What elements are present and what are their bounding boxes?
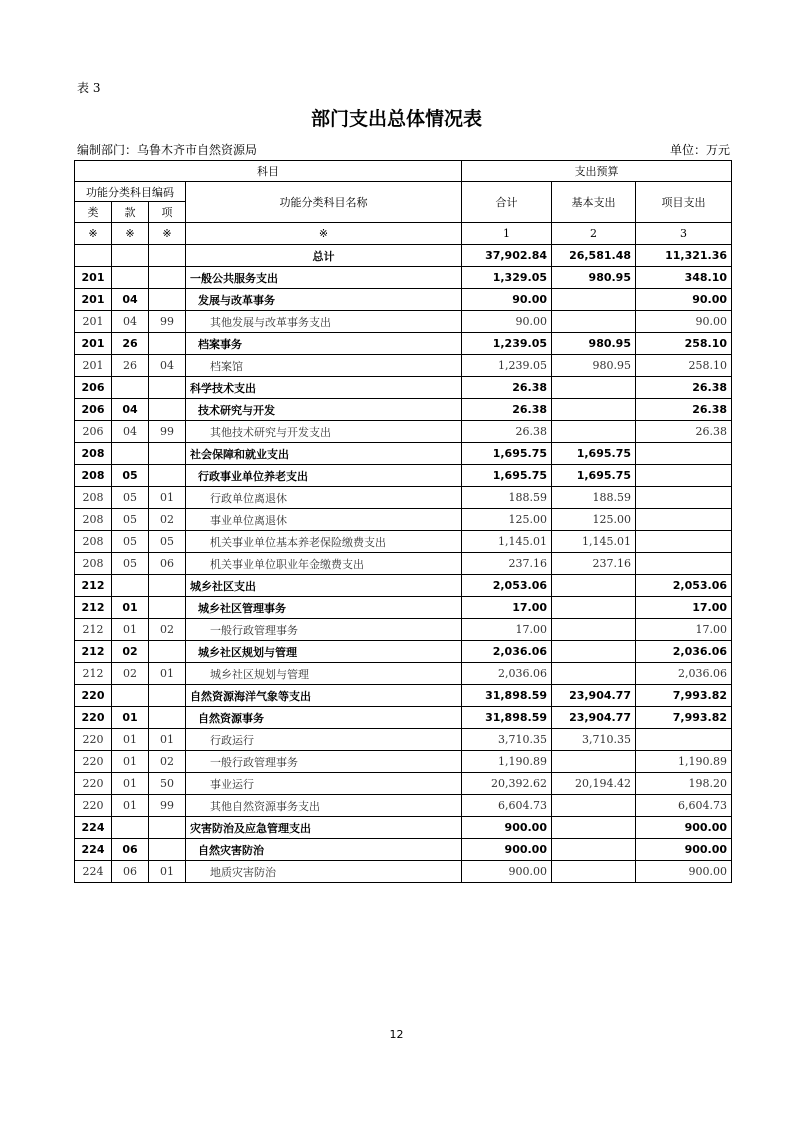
code-xiang: 01 (149, 861, 186, 883)
code-lei: 201 (75, 267, 112, 289)
code-kuan: 01 (112, 773, 149, 795)
total-row (75, 245, 732, 267)
header-lei: 类 (75, 202, 112, 223)
amount-basic: 1,145.01 (552, 531, 636, 553)
code-xiang: 02 (149, 751, 186, 773)
subject-name: 自然资源海洋气象等支出 (186, 685, 462, 707)
table-row (75, 839, 732, 861)
table-row (75, 817, 732, 839)
amount-total: 188.59 (462, 487, 552, 509)
amount-basic: 237.16 (552, 553, 636, 575)
total-sum: 37,902.84 (462, 245, 552, 267)
code-xiang: 01 (149, 487, 186, 509)
amount-project: 900.00 (636, 839, 732, 861)
amount-project: 1,190.89 (636, 751, 732, 773)
amount-basic: 23,904.77 (552, 685, 636, 707)
amount-project (636, 509, 732, 531)
amount-total: 26.38 (462, 421, 552, 443)
amount-basic (552, 795, 636, 817)
code-xiang (149, 289, 186, 311)
header-row-marks (75, 223, 732, 245)
code-kuan: 06 (112, 861, 149, 883)
header-kuan: 款 (112, 202, 149, 223)
amount-basic (552, 663, 636, 685)
header-budget: 支出预算 (462, 161, 732, 182)
code-xiang: 02 (149, 619, 186, 641)
amount-basic (552, 839, 636, 861)
amount-basic (552, 575, 636, 597)
code-lei: 224 (75, 839, 112, 861)
amount-project: 348.10 (636, 267, 732, 289)
code-xiang (149, 333, 186, 355)
code-kuan (112, 817, 149, 839)
amount-total: 1,239.05 (462, 355, 552, 377)
code-kuan: 05 (112, 531, 149, 553)
subject-name: 档案馆 (186, 355, 462, 377)
table-row (75, 685, 732, 707)
code-kuan: 04 (112, 311, 149, 333)
table-row (75, 465, 732, 487)
code-lei: 201 (75, 289, 112, 311)
amount-basic: 980.95 (552, 355, 636, 377)
amount-basic: 20,194.42 (552, 773, 636, 795)
table-row (75, 267, 732, 289)
header-code-group: 功能分类科目编码 (75, 182, 186, 202)
subject-name: 城乡社区规划与管理 (186, 641, 462, 663)
code-xiang (149, 443, 186, 465)
subject-name: 档案事务 (186, 333, 462, 355)
subject-name: 地质灾害防治 (186, 861, 462, 883)
code-xiang (149, 817, 186, 839)
amount-project (636, 487, 732, 509)
code-kuan: 05 (112, 553, 149, 575)
code-lei: 208 (75, 509, 112, 531)
code-kuan: 01 (112, 597, 149, 619)
subject-name: 机关事业单位基本养老保险缴费支出 (186, 531, 462, 553)
code-kuan (112, 575, 149, 597)
code-kuan: 06 (112, 839, 149, 861)
amount-project: 2,053.06 (636, 575, 732, 597)
table-row (75, 509, 732, 531)
amount-basic: 125.00 (552, 509, 636, 531)
amount-total: 900.00 (462, 817, 552, 839)
code-kuan: 26 (112, 355, 149, 377)
total-kuan (112, 245, 149, 267)
code-kuan: 05 (112, 465, 149, 487)
code-lei: 208 (75, 553, 112, 575)
code-kuan: 05 (112, 509, 149, 531)
amount-project: 26.38 (636, 377, 732, 399)
header-row-top (75, 161, 732, 182)
table-row (75, 487, 732, 509)
total-label: 总计 (186, 245, 462, 267)
code-lei: 212 (75, 575, 112, 597)
subject-name: 行政运行 (186, 729, 462, 751)
table-row (75, 641, 732, 663)
header-xiang: 项 (149, 202, 186, 223)
total-project: 11,321.36 (636, 245, 732, 267)
table-row (75, 553, 732, 575)
subject-name: 行政事业单位养老支出 (186, 465, 462, 487)
table-row (75, 597, 732, 619)
mark-name: ※ (186, 223, 462, 245)
subject-name: 社会保障和就业支出 (186, 443, 462, 465)
amount-total: 2,036.06 (462, 641, 552, 663)
amount-project: 90.00 (636, 311, 732, 333)
code-lei: 208 (75, 487, 112, 509)
code-xiang (149, 707, 186, 729)
amount-total: 17.00 (462, 597, 552, 619)
total-lei (75, 245, 112, 267)
code-xiang (149, 597, 186, 619)
code-xiang: 50 (149, 773, 186, 795)
table-row (75, 531, 732, 553)
amount-total: 26.38 (462, 399, 552, 421)
code-xiang: 99 (149, 421, 186, 443)
amount-total: 6,604.73 (462, 795, 552, 817)
code-lei: 201 (75, 333, 112, 355)
code-lei: 208 (75, 443, 112, 465)
amount-project: 900.00 (636, 861, 732, 883)
code-kuan: 01 (112, 729, 149, 751)
code-kuan: 02 (112, 641, 149, 663)
code-xiang (149, 465, 186, 487)
code-xiang (149, 377, 186, 399)
code-xiang: 01 (149, 729, 186, 751)
amount-total: 2,053.06 (462, 575, 552, 597)
mark-lei: ※ (75, 223, 112, 245)
amount-total: 1,145.01 (462, 531, 552, 553)
amount-total: 90.00 (462, 311, 552, 333)
amount-project: 258.10 (636, 355, 732, 377)
amount-total: 1,695.75 (462, 443, 552, 465)
total-basic: 26,581.48 (552, 245, 636, 267)
header-subject: 科目 (75, 161, 462, 182)
code-lei: 220 (75, 729, 112, 751)
amount-project: 7,993.82 (636, 707, 732, 729)
table-row (75, 355, 732, 377)
code-lei: 206 (75, 421, 112, 443)
amount-basic (552, 641, 636, 663)
amount-project: 26.38 (636, 421, 732, 443)
amount-total: 26.38 (462, 377, 552, 399)
code-kuan: 04 (112, 421, 149, 443)
amount-project: 258.10 (636, 333, 732, 355)
amount-basic: 3,710.35 (552, 729, 636, 751)
code-lei: 208 (75, 531, 112, 553)
code-kuan (112, 685, 149, 707)
subject-name: 城乡社区支出 (186, 575, 462, 597)
code-lei: 212 (75, 619, 112, 641)
amount-basic (552, 597, 636, 619)
code-xiang (149, 839, 186, 861)
page-number: 12 (389, 1028, 404, 1041)
table-row (75, 729, 732, 751)
amount-total: 1,190.89 (462, 751, 552, 773)
code-lei: 220 (75, 773, 112, 795)
code-lei: 208 (75, 465, 112, 487)
code-lei: 224 (75, 861, 112, 883)
subject-name: 发展与改革事务 (186, 289, 462, 311)
code-kuan: 05 (112, 487, 149, 509)
amount-project: 7,993.82 (636, 685, 732, 707)
code-lei: 212 (75, 641, 112, 663)
code-kuan: 04 (112, 399, 149, 421)
code-kuan (112, 267, 149, 289)
code-kuan: 01 (112, 619, 149, 641)
col-number-2: 2 (552, 223, 636, 245)
code-lei: 224 (75, 817, 112, 839)
code-xiang (149, 641, 186, 663)
mark-kuan: ※ (112, 223, 149, 245)
amount-total: 3,710.35 (462, 729, 552, 751)
code-lei: 201 (75, 355, 112, 377)
subject-name: 事业运行 (186, 773, 462, 795)
table-row (75, 311, 732, 333)
code-xiang: 99 (149, 311, 186, 333)
amount-total: 2,036.06 (462, 663, 552, 685)
table-row (75, 663, 732, 685)
amount-project: 17.00 (636, 597, 732, 619)
code-xiang (149, 267, 186, 289)
code-lei: 220 (75, 707, 112, 729)
code-kuan: 01 (112, 707, 149, 729)
code-lei: 212 (75, 597, 112, 619)
amount-total: 90.00 (462, 289, 552, 311)
header-row-code (75, 182, 732, 202)
code-xiang: 04 (149, 355, 186, 377)
amount-total: 20,392.62 (462, 773, 552, 795)
amount-basic: 980.95 (552, 333, 636, 355)
header-total: 合计 (462, 182, 552, 223)
subject-name: 灾害防治及应急管理支出 (186, 817, 462, 839)
table-row (75, 575, 732, 597)
code-xiang (149, 575, 186, 597)
amount-total: 17.00 (462, 619, 552, 641)
code-lei: 206 (75, 377, 112, 399)
code-kuan: 01 (112, 751, 149, 773)
amount-basic (552, 311, 636, 333)
code-lei: 220 (75, 685, 112, 707)
subject-name: 一般行政管理事务 (186, 751, 462, 773)
amount-basic: 1,695.75 (552, 465, 636, 487)
expenditure-table (74, 160, 732, 883)
code-kuan: 04 (112, 289, 149, 311)
amount-project: 2,036.06 (636, 663, 732, 685)
amount-project (636, 729, 732, 751)
code-lei: 220 (75, 751, 112, 773)
table-row (75, 377, 732, 399)
subject-name: 其他发展与改革事务支出 (186, 311, 462, 333)
amount-project: 17.00 (636, 619, 732, 641)
header-name: 功能分类科目名称 (186, 182, 462, 223)
subject-name: 一般公共服务支出 (186, 267, 462, 289)
amount-basic (552, 377, 636, 399)
amount-total: 237.16 (462, 553, 552, 575)
amount-total: 1,695.75 (462, 465, 552, 487)
code-xiang (149, 685, 186, 707)
subject-name: 事业单位离退休 (186, 509, 462, 531)
amount-total: 1,329.05 (462, 267, 552, 289)
subject-name: 技术研究与开发 (186, 399, 462, 421)
code-xiang: 06 (149, 553, 186, 575)
table-row (75, 795, 732, 817)
subject-name: 其他自然资源事务支出 (186, 795, 462, 817)
amount-basic (552, 421, 636, 443)
code-xiang: 01 (149, 663, 186, 685)
table-row (75, 333, 732, 355)
amount-project (636, 465, 732, 487)
code-kuan: 02 (112, 663, 149, 685)
amount-basic (552, 289, 636, 311)
amount-project: 900.00 (636, 817, 732, 839)
table-label: 表 3 (77, 81, 101, 95)
amount-project: 26.38 (636, 399, 732, 421)
table-row (75, 619, 732, 641)
code-kuan: 01 (112, 795, 149, 817)
table-row (75, 399, 732, 421)
amount-total: 31,898.59 (462, 685, 552, 707)
table-row (75, 443, 732, 465)
code-kuan (112, 377, 149, 399)
col-number-1: 1 (462, 223, 552, 245)
table-row (75, 773, 732, 795)
table-row (75, 751, 732, 773)
code-lei: 220 (75, 795, 112, 817)
amount-total: 125.00 (462, 509, 552, 531)
table-row (75, 861, 732, 883)
amount-project (636, 531, 732, 553)
header-project: 项目支出 (636, 182, 732, 223)
table-row (75, 289, 732, 311)
amount-project: 2,036.06 (636, 641, 732, 663)
amount-total: 31,898.59 (462, 707, 552, 729)
amount-basic: 980.95 (552, 267, 636, 289)
department-label: 编制部门：乌鲁木齐市自然资源局 (77, 143, 258, 157)
amount-basic (552, 399, 636, 421)
amount-basic: 23,904.77 (552, 707, 636, 729)
mark-xiang: ※ (149, 223, 186, 245)
amount-total: 900.00 (462, 861, 552, 883)
code-xiang: 02 (149, 509, 186, 531)
code-lei: 206 (75, 399, 112, 421)
amount-basic (552, 619, 636, 641)
amount-project: 6,604.73 (636, 795, 732, 817)
subject-name: 行政单位离退休 (186, 487, 462, 509)
code-kuan (112, 443, 149, 465)
subject-name: 自然资源事务 (186, 707, 462, 729)
subject-name: 其他技术研究与开发支出 (186, 421, 462, 443)
code-lei: 201 (75, 311, 112, 333)
subject-name: 城乡社区管理事务 (186, 597, 462, 619)
subject-name: 科学技术支出 (186, 377, 462, 399)
code-kuan: 26 (112, 333, 149, 355)
table-body (75, 161, 732, 883)
amount-basic: 188.59 (552, 487, 636, 509)
document-title: 部门支出总体情况表 (310, 108, 482, 130)
amount-basic (552, 861, 636, 883)
subject-name: 一般行政管理事务 (186, 619, 462, 641)
total-xiang (149, 245, 186, 267)
unit-label: 单位：万元 (669, 143, 730, 157)
amount-total: 900.00 (462, 839, 552, 861)
table-row (75, 421, 732, 443)
amount-project: 198.20 (636, 773, 732, 795)
amount-project (636, 553, 732, 575)
code-xiang: 05 (149, 531, 186, 553)
subject-name: 城乡社区规划与管理 (186, 663, 462, 685)
amount-basic (552, 817, 636, 839)
amount-basic: 1,695.75 (552, 443, 636, 465)
amount-project: 90.00 (636, 289, 732, 311)
amount-basic (552, 751, 636, 773)
col-number-3: 3 (636, 223, 732, 245)
amount-total: 1,239.05 (462, 333, 552, 355)
code-xiang: 99 (149, 795, 186, 817)
code-xiang (149, 399, 186, 421)
code-lei: 212 (75, 663, 112, 685)
subject-name: 自然灾害防治 (186, 839, 462, 861)
subject-name: 机关事业单位职业年金缴费支出 (186, 553, 462, 575)
header-basic: 基本支出 (552, 182, 636, 223)
table-row (75, 707, 732, 729)
amount-project (636, 443, 732, 465)
